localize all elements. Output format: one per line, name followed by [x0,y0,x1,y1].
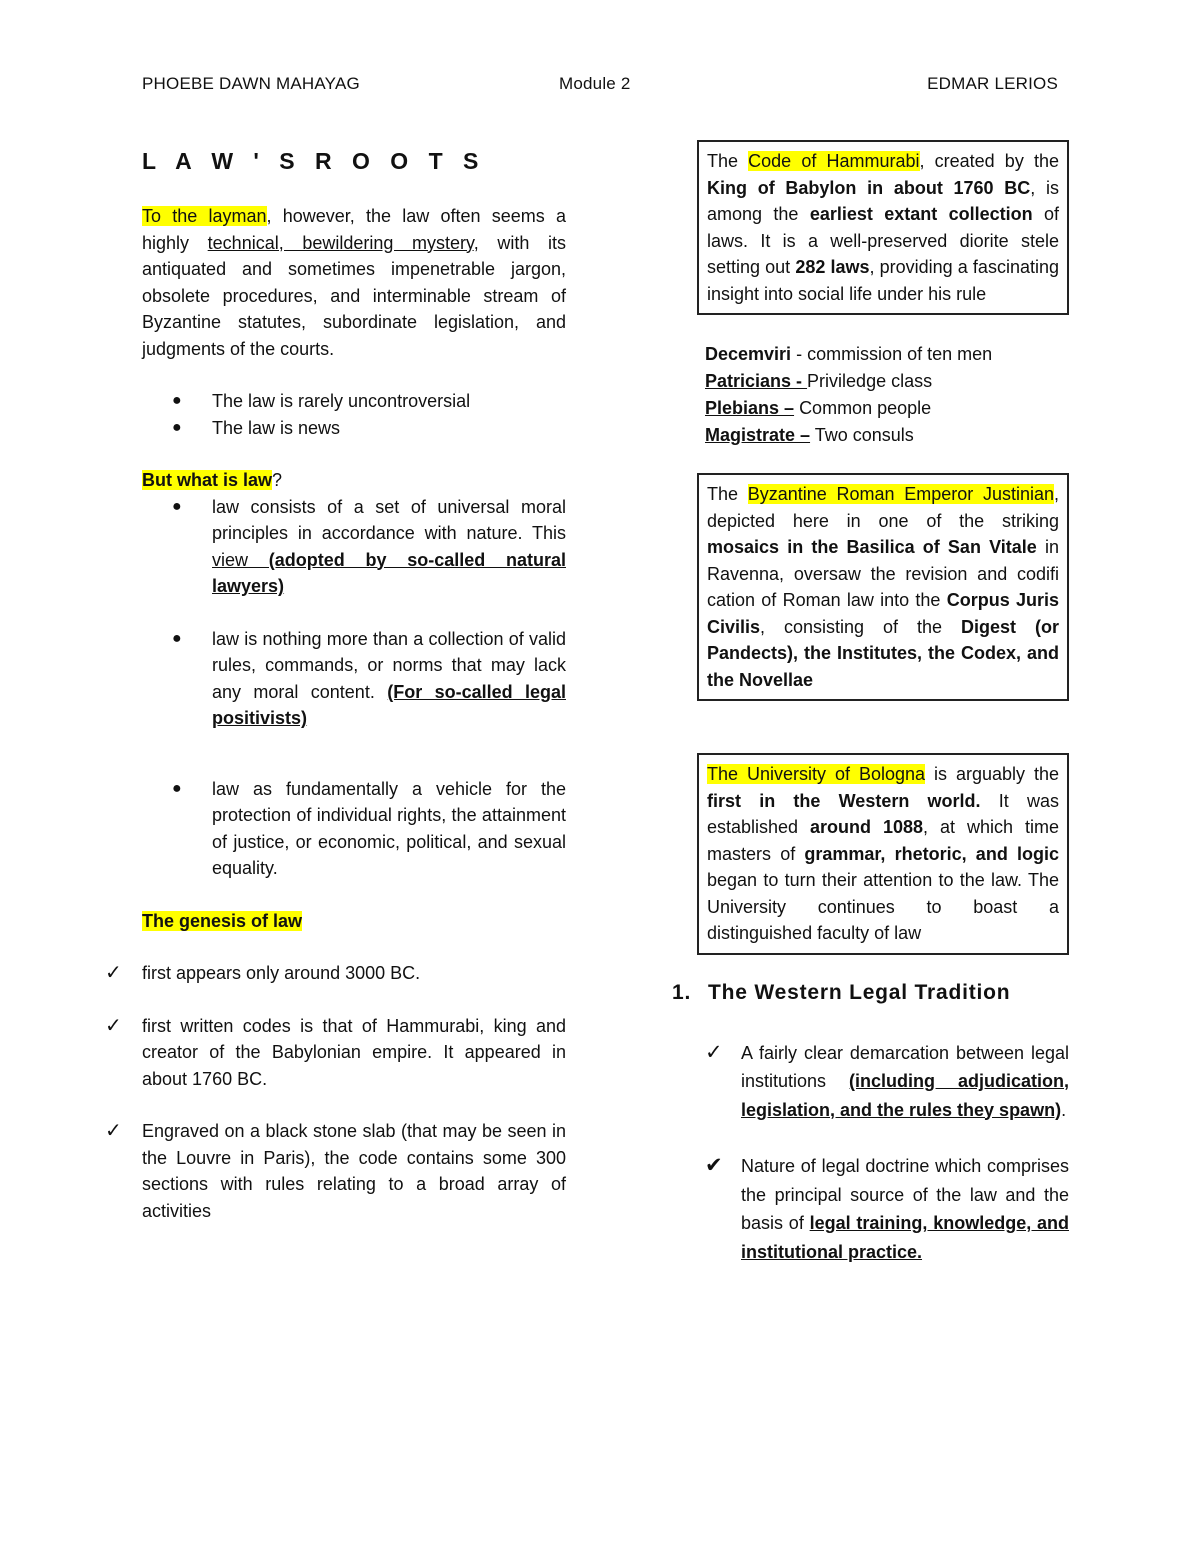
definition-term: Patricians - [705,371,808,391]
list-item [142,415,566,442]
box-bold: Corpus Juris Civilis [707,590,1059,637]
definition-sep: - [791,344,808,364]
item-text: A fairly clear demarcation between legal institutions [741,1042,1069,1091]
box-text: , consisting of the [760,616,961,637]
western-tradition-heading [672,981,1069,1005]
definition-desc: commission of ten men [807,344,993,364]
definition-patricians [705,368,1069,395]
list-item [0,1118,566,1224]
box-bold: earliest extant collection [809,204,1033,224]
heading-text: The Western Legal Tradition [708,980,1011,1004]
list-item [142,388,566,415]
intro-text-1: , however, the law often seems a highly [142,206,566,253]
bullet-icon: ● [172,779,182,797]
checkmark-icon: ✓ [105,1014,122,1037]
bullet-text: The law is news [212,417,341,438]
box-text: It was established [707,790,1060,837]
box-text: The [707,484,748,504]
question-mark: ? [272,470,283,490]
definition-desc: Priviledge class [807,371,933,391]
box-bold: 282 laws [795,257,870,277]
box-text: is arguably the [925,764,1059,784]
list-item [142,626,566,732]
definition-desc: Common people [799,398,932,418]
left-column [105,148,567,1224]
box-bold: Digest (or Pandects), the Institutes, the Codex, and the Novellae [707,616,1059,690]
box-text: , providing a fascinating insight into social life under his rule [707,257,1059,304]
list-item [0,960,566,987]
intro-text-2: , with its antiquated and sometimes impenetrable jargon, obsolete procedures, and interminable stream of Byzantine statutes, subordinate legislation, and judgments of the courts. [142,232,567,359]
checkmark-icon: ✓ [105,962,122,984]
item-end: . [1061,1099,1067,1120]
box-highlight: Byzantine Roman Emperor Justinian [747,484,1054,504]
page-title: L A W ' S R O O T S [142,148,486,174]
law-views-list [142,494,566,882]
bullet-icon: ● [172,497,182,515]
definition-magistrate [705,422,1069,449]
genesis-text: first written codes is that of Hammurabi, king and creator of the Babylonian empire. It appeared in about 1760 BC. [142,1015,566,1089]
view-note: (For so-called legal positivists) [212,681,566,728]
question-heading [142,467,566,494]
box-text: The [707,151,749,171]
bullet-icon: ● [172,392,182,409]
definition-decemviri [705,341,1069,368]
hammurabi-box [697,140,1069,315]
box-bold: mosaics in the Basilica of San Vitale [707,537,1037,557]
list-item [142,494,566,600]
justinian-box [697,473,1069,701]
intro-paragraph [142,203,566,362]
box-text: , at which time masters of [707,817,1059,864]
definition-desc: Two consuls [814,425,914,445]
bologna-box [697,753,1069,955]
box-text: , created by the [919,151,1059,171]
genesis-heading [142,908,566,935]
item-text: Nature of legal doctrine which comprises the principal source of the law and the basis of [741,1156,1069,1233]
definition-term: Plebians – [705,398,795,418]
box-text: , depicted here in one of the striking [707,484,1059,531]
box-text: began to turn their attention to the law. The University continues to boast a distinguished faculty of law [707,870,1059,943]
view-note: (adopted by so-called natural lawyers) [212,549,566,596]
item-underlined: (including adjudication, legislation, and the rules they spawn) [741,1071,1069,1120]
header-instructor: EDMAR LERIOS [927,74,1058,93]
box-bold: King of Babylon in about 1760 BC [707,177,1031,198]
definition-term: Decemviri [705,344,792,364]
definition-term: Magistrate – [705,425,811,445]
list-item [697,1152,1069,1266]
question-highlight: But what is law [142,470,273,490]
genesis-text: Engraved on a black stone slab (that may be seen in the Louvre in Paris), the code contains some 300 sections with rules relating to a broad array of activities [142,1121,566,1221]
definitions-list [697,341,1069,449]
list-item [142,776,566,882]
checkmark-icon: ✔ [705,1154,723,1177]
bullet-text: The law is rarely uncontroversial [212,391,471,411]
bullet-icon: ● [172,418,182,436]
list-item [697,1039,1069,1125]
box-bold: first in the Western world. [707,790,981,811]
bullet-icon: ● [172,629,182,647]
box-text: , is among the [707,177,1059,224]
box-text: in Ravenna, oversaw the revision and codifi cation of Roman law into the [707,537,1059,610]
view-underlined: view [212,549,249,570]
definition-plebians [705,395,1069,422]
heading-number: 1. [672,980,692,1004]
checkmark-icon: ✓ [105,1120,122,1142]
list-item [0,1013,566,1093]
header-module: Module 2 [559,74,631,93]
intro-underlined: technical, bewildering mystery [207,232,474,253]
view-text: law as fundamentally a vehicle for the protection of individual rights, the attainment of justice, or economic, political, and sexual equality. [212,778,566,878]
right-column [672,140,1069,1266]
box-text: of laws. It is a well-preserved diorite stele setting out [707,204,1060,277]
genesis-text: first appears only around 3000 BC. [142,963,421,983]
intro-highlight: To the layman [142,206,267,226]
box-bold: grammar, rhetoric, and logic [804,843,1059,864]
western-tradition-list [697,1039,1069,1267]
header-author: PHOEBE DAWN MAHAYAG [142,74,360,93]
view-text: law consists of a set of universal moral principles in accordance with nature. This [212,496,566,543]
item-underlined: legal training, knowledge, and institutional practice. [741,1213,1069,1262]
box-highlight: The University of Bologna [707,764,926,784]
box-bold: around 1088 [810,817,924,837]
view-text: law is nothing more than a collection of valid rules, commands, or norms that may lack any moral content. [212,628,566,702]
genesis-heading-text: The genesis of law [142,910,303,931]
checkmark-icon: ✓ [705,1040,723,1064]
box-highlight: Code of Hammurabi [748,151,920,171]
law-facts-list [142,388,566,441]
genesis-list [0,960,566,1224]
